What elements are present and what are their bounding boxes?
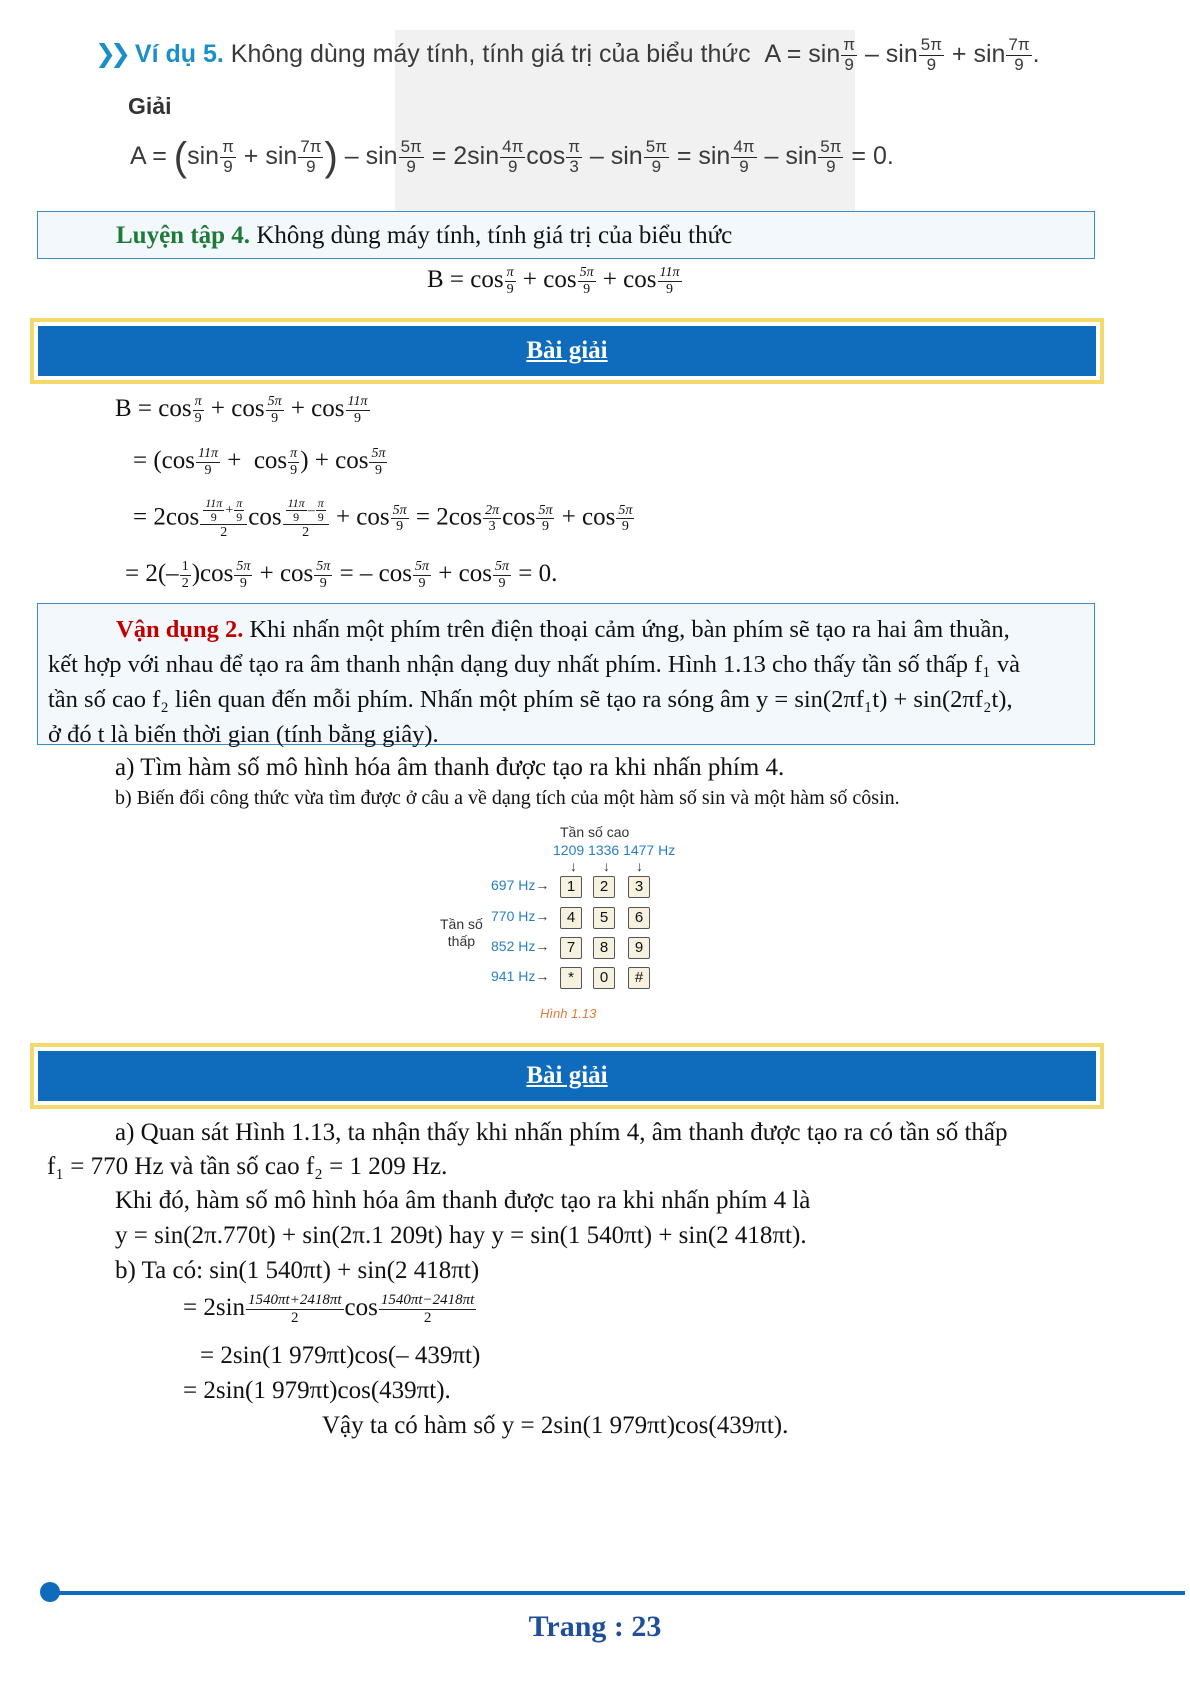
solution-conclusion: Vậy ta có hàm số y = 2sin(1 979πt)cos(439πt). bbox=[322, 1412, 789, 1439]
solution-a-line-1: a) Quan sát Hình 1.13, ta nhận thấy khi nhấn phím 4, âm thanh được tạo ra có tần số thấp bbox=[115, 1119, 1008, 1146]
low-frequency-697: 697 Hz→ bbox=[491, 877, 550, 893]
figure-caption: Hình 1.13 bbox=[540, 1006, 597, 1021]
key-4: 4 bbox=[560, 907, 582, 929]
solution-b-line-2: = 2sin $\frac{1540\pi t+2418\pi t}{2}$ cos $\frac{1540\pi t-2418\pi t}{2}$ bbox=[183, 1292, 475, 1326]
down-arrow-icon: ↓ bbox=[603, 858, 610, 874]
down-arrow-icon: ↓ bbox=[636, 858, 643, 874]
footer-divider bbox=[45, 1591, 1185, 1595]
example-heading bbox=[95, 36, 1040, 74]
footer-dot-icon bbox=[40, 1582, 60, 1602]
keypad-figure bbox=[430, 820, 710, 1025]
solution-a-line-4: y = sin(2π.770t) + sin(2π.1 209t) hay y = sin(1 540πt) + sin(2 418πt). bbox=[115, 1222, 807, 1249]
solution-a-line-2: f₁ = 770 Hz và tần số cao f₂ = 1 209 Hz. bbox=[47, 1153, 448, 1180]
key-2: 2 bbox=[593, 876, 615, 898]
practice-solution-line-3: = 2cos $\frac{11\pi}{9}$ + $\frac{\pi}{9}$ 2 cos $\frac{11\pi}{9}$ – $\frac{\pi}{9}$ 2 + cos $\frac{5\pi}{9}$ = 2cos $\frac{2\pi}{3}$ cos $\frac{5\pi}{9}$ + cos $\frac{5\pi}{9}$ bbox=[133, 496, 633, 541]
high-frequency-values: 1209 1336 1477 Hz bbox=[553, 842, 676, 858]
down-arrow-icon: ↓ bbox=[570, 858, 577, 874]
solution-b-line-1: b) Ta có: sin(1 540πt) + sin(2 418πt) bbox=[115, 1257, 480, 1284]
practice-solution-line-2: = (cos $\frac{11\pi}{9}$ + cos $\frac{\pi}{9}$ ) + cos $\frac{5\pi}{9}$ bbox=[133, 446, 386, 478]
solution-banner-2 bbox=[30, 1043, 1104, 1109]
page-number: Trang : 23 bbox=[528, 1610, 662, 1643]
double-arrow-icon: ❯❯ bbox=[95, 39, 125, 68]
low-frequency-941: 941 Hz→ bbox=[491, 968, 550, 984]
question-b: b) Biến đổi công thức vừa tìm được ở câu a về dạng tích của một hàm số sin và một hàm số côsin. bbox=[115, 787, 900, 809]
low-frequency-852: 852 Hz→ bbox=[491, 938, 550, 954]
apply-label: Vận dụng 2. bbox=[116, 616, 244, 643]
apply-text-2: kết hợp với nhau để tạo ra âm thanh nhận dạng duy nhất phím. Hình 1.13 cho thấy tần số thấp f₁ và bbox=[48, 651, 1021, 678]
example-solution-formula: A = (sin $\frac{\pi}{9}$ + sin $\frac{7\pi}{9}$ ) – sin $\frac{5\pi}{9}$ = 2sin $\frac{4\pi}{9}$ cos $\frac{\pi}{3}$ – sin $\frac{5\pi}{9}$ = sin $\frac{4\pi}{9}$ – sin $\frac{5\pi}{9}$ = 0. bbox=[130, 135, 894, 179]
key-star: * bbox=[560, 967, 582, 989]
practice-solution-line-4: = 2(– $\frac{1}{2}$ )cos $\frac{5\pi}{9}$ + cos $\frac{5\pi}{9}$ = – cos $\frac{5\pi}{9}$ + cos $\frac{5\pi}{9}$ = 0. bbox=[125, 559, 558, 591]
question-a: a) Tìm hàm số mô hình hóa âm thanh được tạo ra khi nhấn phím 4. bbox=[115, 754, 785, 781]
solution-banner-1 bbox=[30, 318, 1104, 384]
key-3: 3 bbox=[628, 876, 650, 898]
practice-box bbox=[37, 211, 1095, 259]
apply-text-4: ở đó t là biến thời gian (tính bằng giây). bbox=[48, 721, 439, 748]
solution-label: Giải bbox=[128, 93, 172, 119]
practice-expression: B = cos $\frac{\pi}{9}$ + cos $\frac{5\pi}{9}$ + cos $\frac{11\pi}{9}$ bbox=[427, 265, 680, 297]
key-1: 1 bbox=[560, 876, 582, 898]
apply-text-3: tần số cao f₂ liên quan đến mỗi phím. Nhấn một phím sẽ tạo ra sóng âm y = sin(2πf₁t) + sin(2πf₂t), bbox=[48, 686, 1013, 713]
key-9: 9 bbox=[628, 937, 650, 959]
practice-text: Không dùng máy tính, tính giá trị của biểu thức bbox=[256, 222, 733, 249]
key-hash: # bbox=[628, 967, 650, 989]
key-0: 0 bbox=[593, 967, 615, 989]
low-frequency-770: 770 Hz→ bbox=[491, 908, 550, 924]
key-8: 8 bbox=[593, 937, 615, 959]
example-tag: Ví dụ 5. bbox=[134, 39, 224, 68]
low-frequency-label: Tần số thấp bbox=[440, 916, 483, 949]
solution-b-line-4: = 2sin(1 979πt)cos(439πt). bbox=[183, 1377, 451, 1404]
solution-b-line-3: = 2sin(1 979πt)cos(– 439πt) bbox=[200, 1342, 481, 1369]
example-expression: A = sin $\frac{\pi}{9}$ – sin $\frac{5\pi}{9}$ + sin $\frac{7\pi}{9}$ . bbox=[757, 35, 1040, 74]
apply-text-1: Khi nhấn một phím trên điện thoại cảm ứng, bàn phím sẽ tạo ra hai âm thuần, bbox=[249, 616, 1010, 643]
high-frequency-label: Tần số cao bbox=[560, 824, 630, 840]
solution-a-line-3: Khi đó, hàm số mô hình hóa âm thanh được tạo ra khi nhấn phím 4 là bbox=[115, 1187, 811, 1214]
key-7: 7 bbox=[560, 937, 582, 959]
practice-label: Luyện tập 4. bbox=[116, 222, 251, 249]
example-text: Không dùng máy tính, tính giá trị của biểu thức bbox=[230, 39, 751, 68]
apply-box bbox=[37, 603, 1095, 748]
practice-solution-line-1: B = cos $\frac{\pi}{9}$ + cos $\frac{5\pi}{9}$ + cos $\frac{11\pi}{9}$ bbox=[115, 394, 368, 426]
solution-banner-2-title: Bài giải bbox=[38, 1051, 1096, 1101]
key-6: 6 bbox=[628, 907, 650, 929]
key-5: 5 bbox=[593, 907, 615, 929]
solution-banner-1-title: Bài giải bbox=[38, 326, 1096, 376]
